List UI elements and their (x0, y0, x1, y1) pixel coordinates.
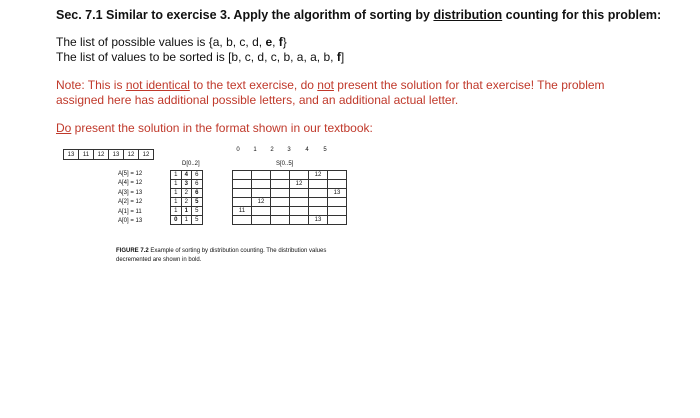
title-text-a: Apply the algorithm of sorting by (230, 8, 434, 22)
input-cell: 11 (79, 150, 94, 160)
note-line-1 (56, 78, 605, 92)
title-text-b: counting for this problem: (502, 8, 662, 22)
d-cell: 0 (171, 216, 182, 225)
s-cell (271, 171, 290, 180)
note-c: present the solution for that exercise! The problem (333, 78, 605, 92)
s-cell (290, 207, 309, 216)
d-cell: 5 (192, 216, 203, 225)
pv-bold-f: f (278, 35, 283, 49)
input-cell: 12 (139, 150, 154, 160)
s-cell: 12 (309, 171, 328, 180)
d-cell: 3 (181, 180, 192, 189)
index-label: 3 (287, 147, 291, 153)
s-cell (290, 198, 309, 207)
note-not-identical: not identical (125, 78, 190, 92)
s-cell (328, 171, 347, 180)
note-not: not (317, 78, 334, 92)
s-cell (328, 216, 347, 225)
sorted-table (232, 170, 347, 225)
s-cell (233, 180, 252, 189)
s-cell (309, 189, 328, 198)
page-title (56, 8, 661, 22)
row-label: A[4] = 12 (118, 180, 143, 187)
pv-prefix: The list of possible values is {a, b, c, d, (56, 35, 266, 49)
s-cell (252, 189, 271, 198)
d-cell: 1 (171, 189, 182, 198)
s-cell (328, 207, 347, 216)
d-cell: 2 (181, 189, 192, 198)
d-cell: 1 (171, 180, 182, 189)
note-line-2: assigned here has additional possible letters, and an additional actual letter. (56, 93, 459, 107)
s-cell (252, 216, 271, 225)
row-label: A[3] = 13 (118, 189, 143, 196)
sort-values-line (56, 50, 344, 64)
s-cell (290, 216, 309, 225)
s-cell (309, 207, 328, 216)
row-label: A[1] = 11 (118, 208, 142, 215)
s-cell (309, 180, 328, 189)
d-cell: 4 (181, 171, 192, 180)
caption-label: FIGURE 7.2 (116, 248, 149, 254)
d-cell: 1 (181, 207, 192, 216)
s-cell (328, 198, 347, 207)
s-cell (233, 216, 252, 225)
s-cell (233, 171, 252, 180)
s-cell (271, 207, 290, 216)
index-label: 1 (253, 147, 257, 153)
s-cell (271, 216, 290, 225)
s-cell (290, 189, 309, 198)
s-cell: 11 (233, 207, 252, 216)
sv-prefix: The list of values to be sorted is [b, c, d, c, b, a, a, b, (56, 50, 337, 64)
input-cell: 12 (94, 150, 109, 160)
instruction-rest: present the solution in the format shown in our textbook: (71, 121, 373, 135)
row-label: A[5] = 12 (118, 171, 143, 177)
s-cell (271, 198, 290, 207)
s-cell (328, 180, 347, 189)
input-cell: 13 (64, 150, 79, 160)
s-cell (309, 198, 328, 207)
s-cell: 13 (328, 189, 347, 198)
index-label: 2 (270, 147, 274, 153)
instruction-do: Do (56, 121, 72, 135)
s-cell (233, 189, 252, 198)
possible-values-line (56, 35, 287, 49)
s-label: S[0..5] (276, 161, 294, 167)
d-cell: 1 (171, 207, 182, 216)
d-cell: 6 (192, 171, 203, 180)
input-array (63, 149, 154, 160)
d-cell: 5 (192, 207, 203, 216)
row-label: A[0] = 13 (118, 218, 143, 224)
sv-bold-f: f (336, 50, 341, 64)
s-cell: 12 (252, 198, 271, 207)
s-cell: 13 (309, 216, 328, 225)
index-label: 5 (323, 147, 327, 153)
d-cell: 2 (181, 198, 192, 207)
s-cell (271, 189, 290, 198)
instruction-line (56, 121, 373, 135)
s-cell (290, 171, 309, 180)
title-section: Sec. 7.1 Similar to exercise 3. (56, 8, 231, 22)
note-b: to the text exercise, do (189, 78, 318, 92)
title-underlined: distribution (433, 8, 503, 22)
d-cell: 1 (171, 171, 182, 180)
row-label: A[2] = 12 (118, 199, 143, 206)
distribution-table (170, 170, 203, 225)
index-label: 4 (305, 147, 309, 153)
d-cell: 1 (181, 216, 192, 225)
s-cell (252, 180, 271, 189)
s-cell (233, 198, 252, 207)
d-cell: 6 (192, 189, 203, 198)
d-cell: 1 (171, 198, 182, 207)
pv-bold-e: e (265, 35, 273, 49)
sv-suffix: ] (340, 50, 345, 64)
input-cell: 12 (124, 150, 139, 160)
pv-suffix: } (282, 35, 287, 49)
s-cell (271, 180, 290, 189)
pv-mid: , (272, 35, 279, 49)
caption-text: Example of sorting by distribution counting. The distribution values (148, 248, 327, 254)
index-label: 0 (236, 147, 240, 153)
s-cell (252, 171, 271, 180)
d-label: D[0..2] (182, 161, 200, 167)
figure-caption (116, 247, 326, 265)
d-cell: 5 (192, 198, 203, 207)
input-cell: 13 (109, 150, 124, 160)
s-cell: 12 (290, 180, 309, 189)
d-cell: 6 (192, 180, 203, 189)
caption-line-2: decremented are shown in bold. (116, 257, 202, 263)
note-a: Note: This is (56, 78, 126, 92)
s-cell (252, 207, 271, 216)
